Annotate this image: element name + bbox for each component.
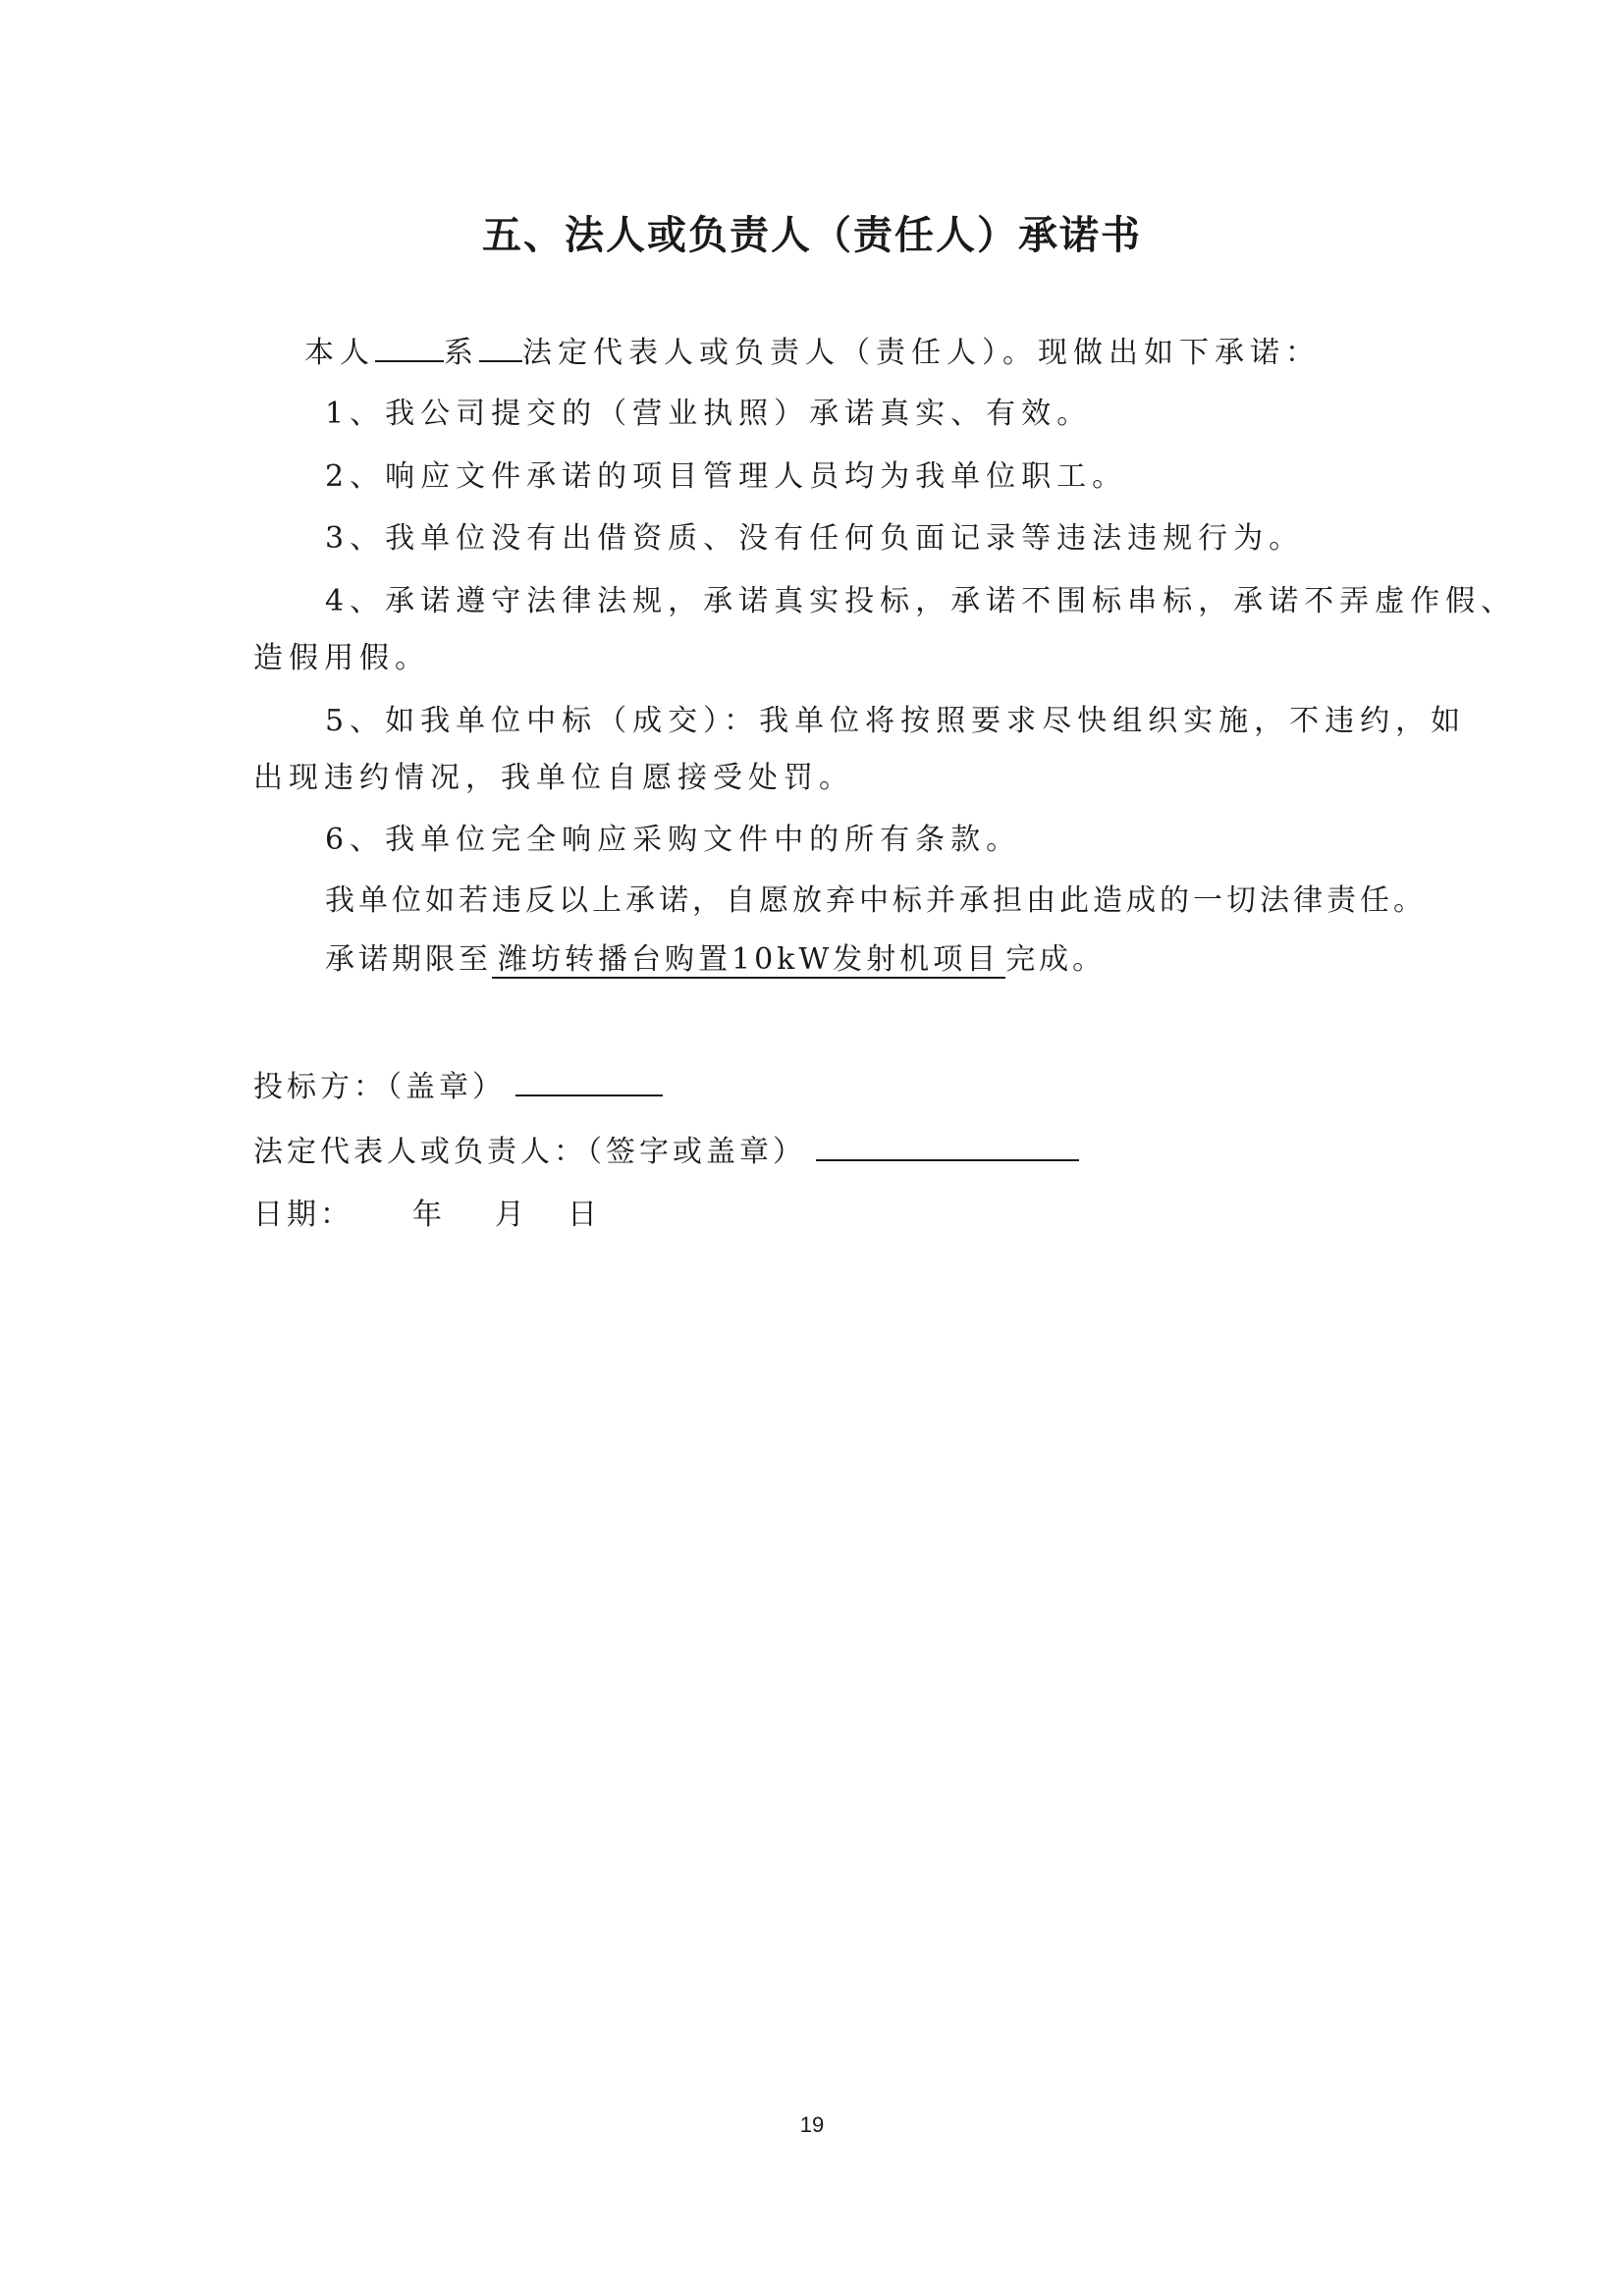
representative-label: 法定代表人或负责人：（签字或盖章） [253, 1135, 806, 1169]
item-3: 3、我单位没有出借资质、没有任何负面记录等违法违规行为。 [325, 521, 1305, 556]
intro-part1: 本人 [304, 336, 375, 370]
item-1: 1、我公司提交的（营业执照）承诺真实、有效。 [325, 397, 1093, 431]
page-number: 19 [799, 2112, 825, 2137]
representative-signature-blank[interactable] [816, 1130, 1079, 1161]
company-blank[interactable] [479, 331, 522, 362]
item-4-continued: 造假用假。 [253, 641, 430, 675]
item-5: 5、如我单位中标（成交）：我单位将按照要求尽快组织实施，不违约，如 [325, 704, 1467, 738]
bidder-seal-blank[interactable] [515, 1065, 663, 1096]
intro-part2: 系 [444, 336, 479, 370]
name-blank[interactable] [375, 331, 444, 362]
page-title: 五、法人或负责人（责任人）承诺书 [482, 213, 1142, 258]
intro-part3: 法定代表人或负责人（责任人）。现做出如下承诺： [522, 336, 1321, 370]
bidder-label: 投标方：（盖章） [253, 1070, 506, 1104]
intro-line [304, 331, 1321, 373]
representative-line [253, 1130, 1079, 1172]
date-month: 月 [495, 1198, 528, 1232]
term-prefix: 承诺期限至 [325, 942, 492, 977]
bidder-line [253, 1065, 663, 1107]
date-year: 年 [412, 1198, 446, 1232]
project-name: 潍坊转播台购置10kW发射机项目 [492, 942, 1005, 979]
item-6: 6、我单位完全响应采购文件中的所有条款。 [325, 823, 1022, 857]
date-day: 日 [568, 1198, 601, 1232]
term-suffix: 完成。 [1005, 942, 1107, 977]
item-2: 2、响应文件承诺的项目管理人员均为我单位职工。 [325, 459, 1128, 494]
item-5-continued: 出现违约情况，我单位自愿接受处罚。 [253, 761, 854, 795]
term-line [325, 940, 1106, 980]
breach-statement: 我单位如若违反以上承诺，自愿放弃中标并承担由此造成的一切法律责任。 [325, 883, 1427, 918]
date-line [253, 1196, 601, 1235]
date-label: 日期： [253, 1198, 353, 1232]
item-4: 4、承诺遵守法律法规，承诺真实投标，承诺不围标串标，承诺不弄虚作假、 [325, 584, 1517, 618]
